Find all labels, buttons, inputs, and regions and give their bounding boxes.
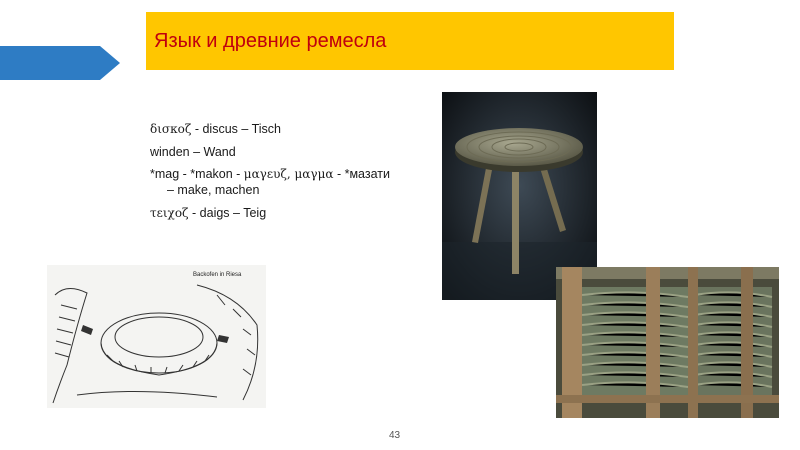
greek-word: δισκοζ (150, 122, 192, 136)
etymology-line-teig (150, 206, 430, 222)
sketch-caption: Backofen in Riesa (193, 272, 242, 278)
etymology-line-winden (150, 145, 430, 161)
etymology-line-mag (150, 167, 430, 198)
arrow-right-icon (0, 46, 120, 80)
etymology-line-discus (150, 122, 430, 138)
line-text: *mag - *makon - (150, 167, 244, 182)
line-text: - daigs – Teig (188, 205, 267, 220)
line-continuation: – make, machen (167, 182, 260, 197)
line-text: winden – Wand (150, 144, 236, 159)
greek-word: μαγευζ, μαγμα (243, 167, 334, 182)
slide-title: Язык и древние ремесла (154, 29, 387, 52)
title-banner (146, 12, 674, 70)
greek-word: τειχοζ (150, 205, 189, 220)
line-text: - discus – Tisch (191, 122, 281, 136)
wattle-fence-photo (556, 267, 779, 418)
page-number: 43 (389, 430, 401, 441)
line-text: - *мазати (333, 167, 390, 182)
etymology-list (150, 122, 430, 228)
oven-sketch-image (47, 265, 266, 408)
